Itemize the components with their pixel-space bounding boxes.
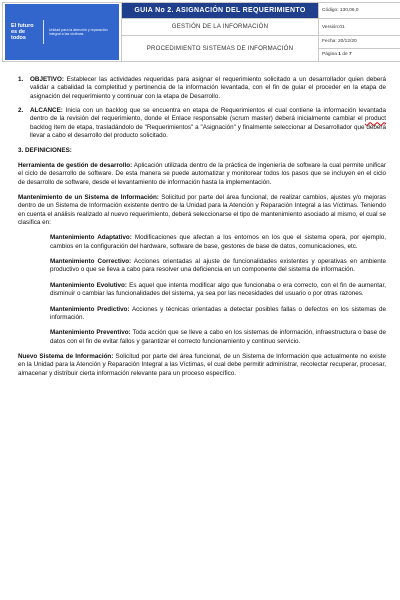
process-name: GESTIÓN DE LA INFORMACIÓN	[171, 23, 269, 30]
document-title: GUIA No 2. ASIGNACIÓN DEL REQUERIMIENTO	[122, 3, 318, 18]
section-text: ALCANCE: Inicia con un backlog que se encuentra en etapa de Requerimientos el cual contiene la información levantada dentro de la revisión del requerimiento, donde el Enlace responsable (scrum master) deberá inicialmente cambiar el product backlog ítem de etapa, trasladándolo de "Requerimientos" a "Asignación" y finalmente seleccionar al Desarrollador que deberá llevar a cabo el desarrollo del producto solicitado.	[30, 107, 386, 140]
definiciones-heading: 3. DEFINICIONES:	[18, 146, 72, 154]
institution-logo	[5, 4, 119, 60]
section-label: OBJETIVO:	[30, 76, 64, 83]
section-objetivo	[18, 76, 386, 101]
logo-sub-text: Unidad para la atención y reparación integral a las víctimas	[48, 27, 108, 36]
document-version: Versión:01	[322, 24, 345, 30]
section-alcance	[18, 107, 386, 140]
date-cell	[319, 36, 400, 49]
procedure-name: PROCEDIMIENTO SISTEMAS DE INFORMACIÓN	[146, 44, 294, 52]
definition-predictivo: Mantenimiento Predictivo: Acciones y técnicas orientadas a detectar posibles fallas o defectos en los sistemas de información.	[50, 305, 386, 321]
subtitle2-cell	[122, 36, 319, 62]
title-cell	[122, 3, 319, 19]
spellcheck-word: product	[364, 115, 386, 123]
code-cell	[319, 3, 400, 19]
section-label: ALCANCE:	[30, 107, 63, 115]
document-code: Código: 130,06,0	[322, 8, 359, 13]
document-header	[2, 2, 400, 62]
definition-correctivo: Mantenimiento Correctivo: Acciones orientadas al ajuste de funcionalidades existentes y operativas en ambiente productivo o que se lleva a cabo para resolver una deficiencia en un componente del sistema de información.	[50, 258, 386, 274]
document-date: Fecha: 20/12/20	[322, 39, 357, 44]
definition-evolutivo: Mantenimiento Evolutivo: Es aquel que intenta modificar algo que funcionaba o era correcto, con el fin de aumentar, disminuir o cambiar las funcionalidades del sistema, ya sea por las necesidades del usuario o por otras razones.	[50, 281, 386, 298]
definition-mantenimiento: Mantenimiento de un Sistema de Información: Solicitud por parte del área funcional, de realizar cambios, ajustes y/o mejoras dentro de un Sistema de Información existente dentro de la Unidad para la Atención y Reparación Integral a las Víctimas. Teniendo en cuenta el análisis realizado al nuevo requerimiento, deberá seleccionarse el tipo de mantenimiento asociado al mismo, el cual se clasifica en:	[18, 193, 386, 227]
version-cell	[319, 19, 400, 36]
logo-main-text: El futuro es de todos	[11, 22, 34, 42]
definition-adaptativo: Mantenimiento Adaptativo: Modificaciones que afectan a los entornos en los que el sistema opera, por ejemplo, cambios en la configuración del hardware, software de base, gestores de base de datos, comunicaciones, etc.	[50, 234, 386, 250]
definition-nuevo-sistema: Nuevo Sistema de Información: Solicitud por parte del área funcional, de un Sistema de Información que actualmente no existe en la Unidad para la Atención y Reparación Integral a las Víctimas, el cual debe permitir administrar, recolectar recuperar, procesar, almacenar y distribuir cierta información relevante para un proceso específico.	[18, 352, 386, 377]
document-body	[18, 76, 386, 385]
logo-separator	[43, 20, 44, 44]
definition-herramienta: Herramienta de gestión de desarrollo: Aplicación utilizada dentro de la práctica de ingeniería de software la cual permite unificar el ciclo de desarrollo de software. De esta manera se puede automatizar y monitorear todos los pasos que se incluyen en el ciclo de desarrollo de software, desde el levantamiento de información hasta la implementación.	[18, 161, 386, 186]
section-number: 1.	[18, 76, 24, 83]
definition-preventivo: Mantenimiento Preventivo: Toda acción que se lleve a cabo en los sistemas de información, infraestructura o base de datos con el fin de evitar fallos y garantizar el correcto funcionamiento y continuo servicio.	[50, 329, 386, 345]
page-cell	[319, 49, 400, 62]
subtitle1-cell	[122, 19, 319, 36]
section-number: 2.	[18, 107, 24, 115]
logo-cell	[3, 3, 122, 62]
section-text: OBJETIVO: Establecer las actividades requeridas para asignar el requerimiento solicitado a un desarrollador quien deberá validar a cabalidad la completitud y pertinencia de la información levantada, con el fin de guiar el proceder en la etapa de asignación del requerimiento y continuar con la etapa de Desarrollo.	[30, 76, 386, 100]
page-number: Página 1 de 7	[322, 52, 352, 57]
